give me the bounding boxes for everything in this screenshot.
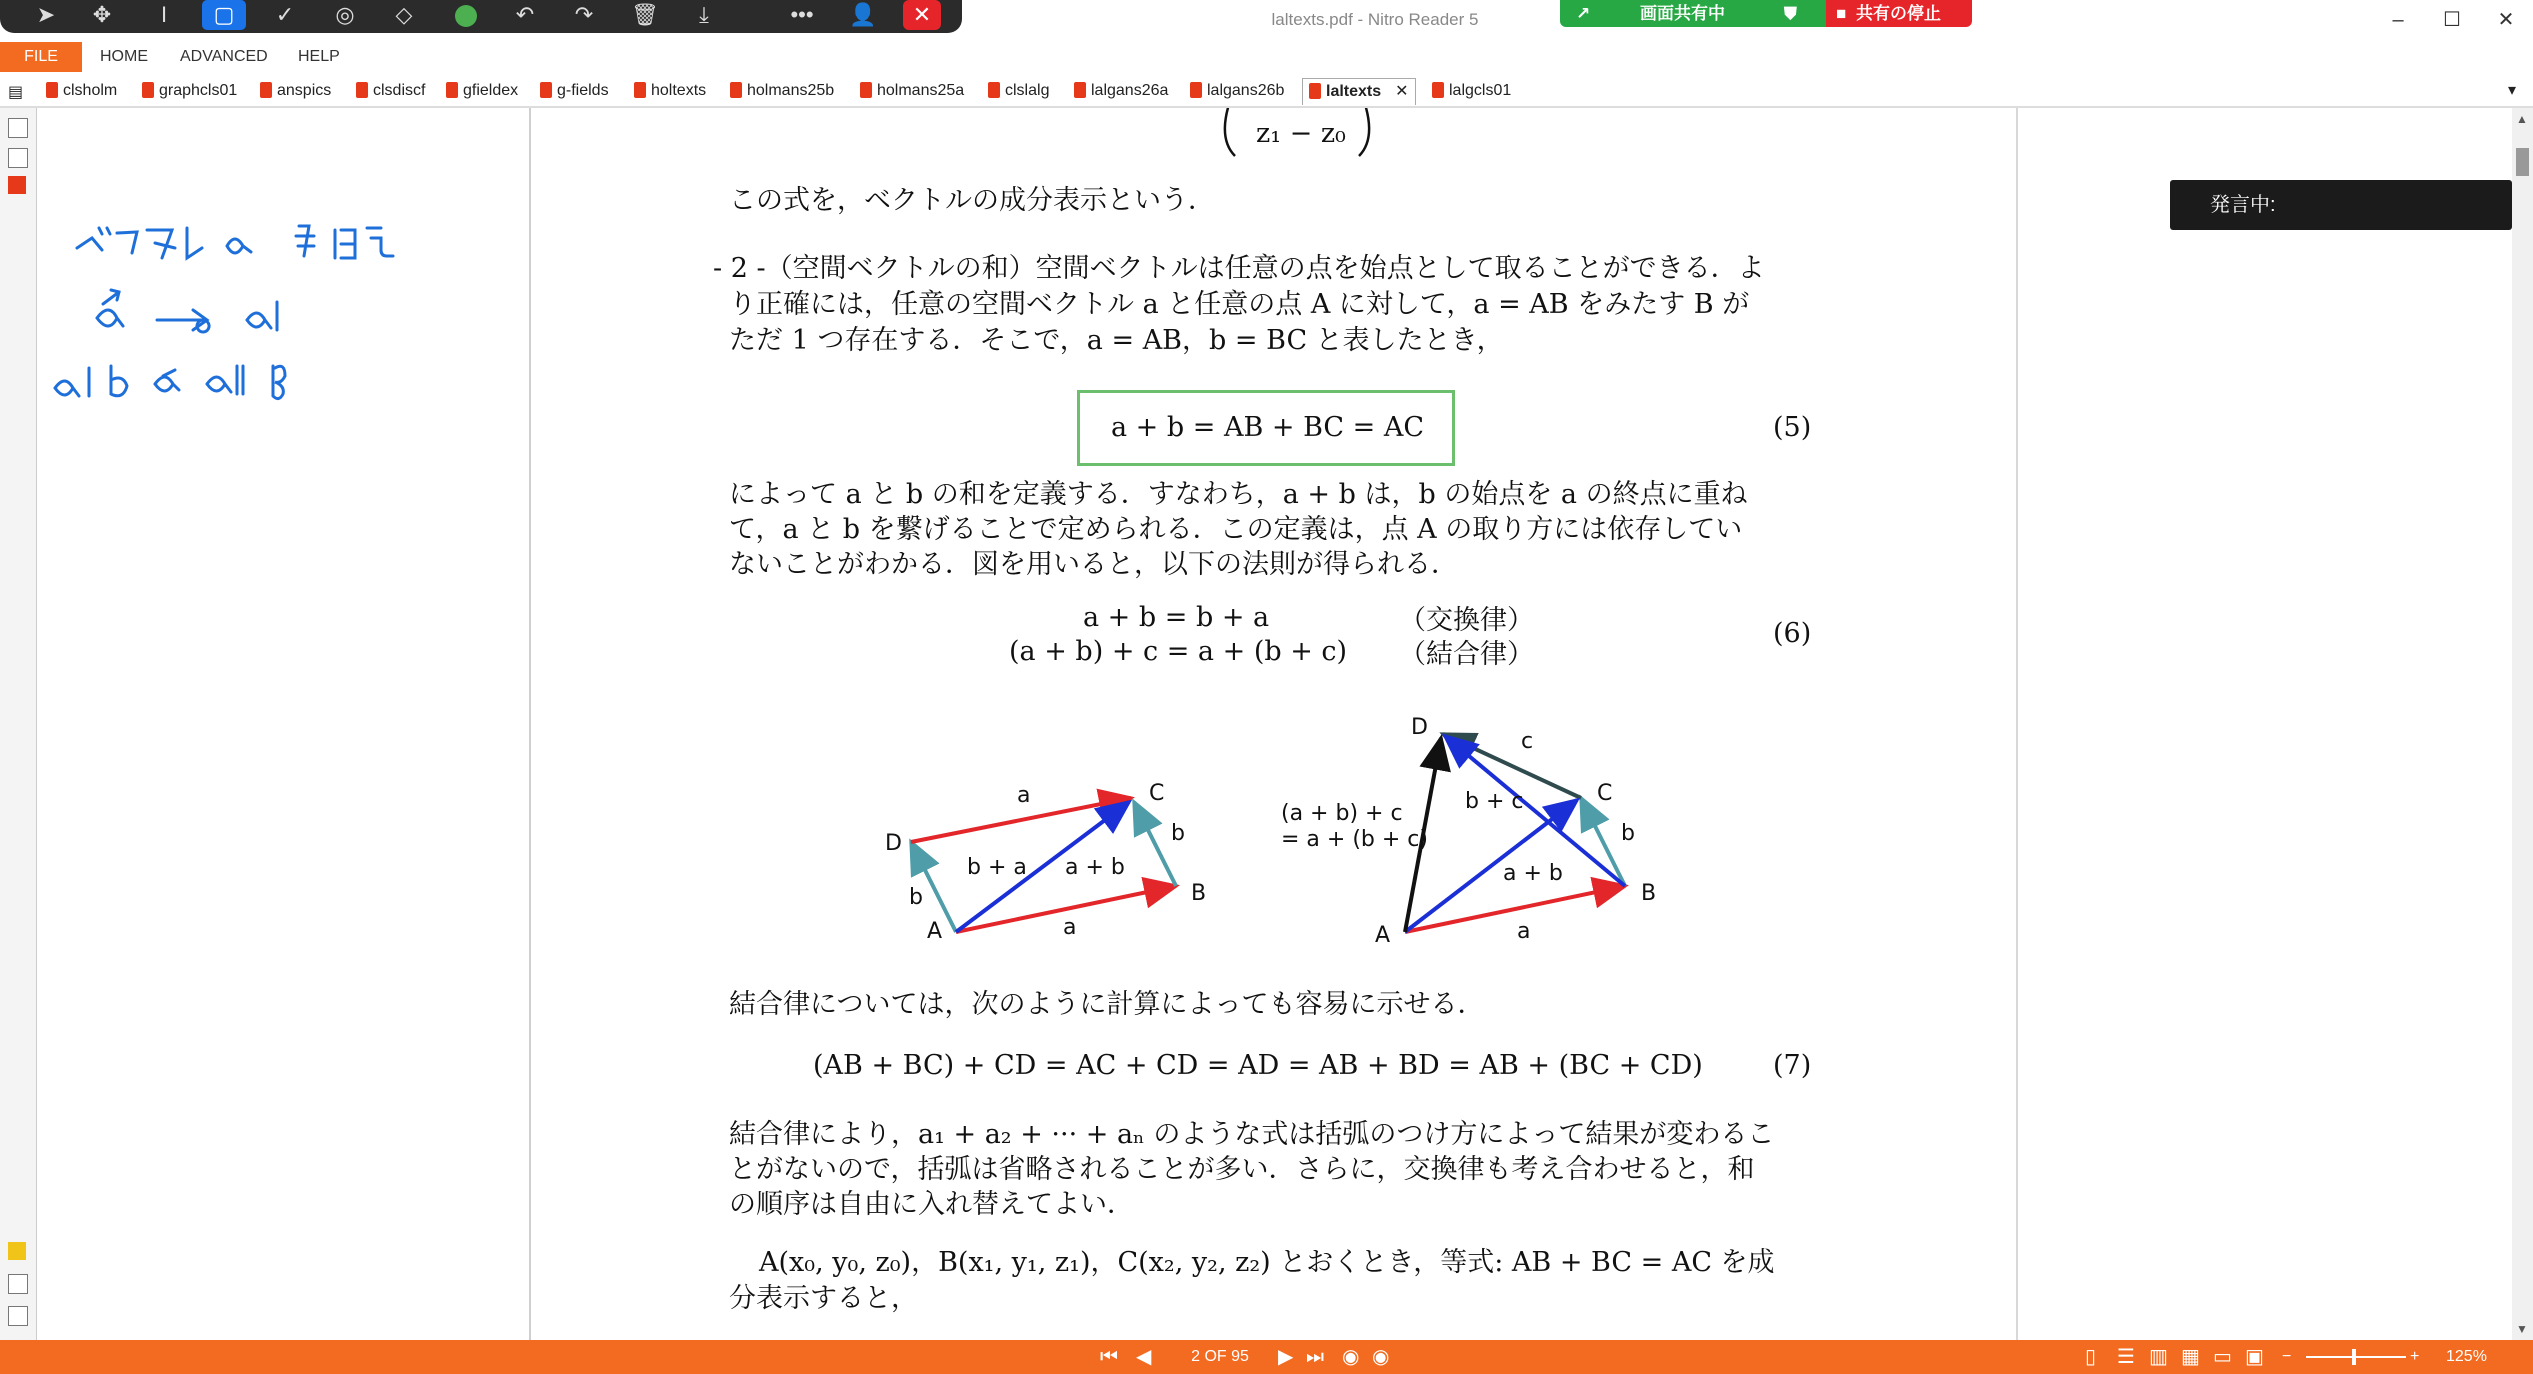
equation-7: (AB + BC) + CD = AC + CD = AD = AB + BD = AB + (BC + CD) — [813, 1050, 1703, 1081]
pages-panel-icon[interactable] — [8, 118, 28, 138]
pdf-file-icon — [730, 82, 742, 98]
tab-clslalg[interactable]: clslalg — [988, 78, 1049, 104]
menu-file[interactable]: FILE — [0, 42, 82, 72]
annotation-toolbar — [0, 0, 962, 33]
tab-holmans25b[interactable]: holmans25b — [730, 78, 834, 104]
document-page — [531, 108, 2016, 1340]
pdf-file-icon — [142, 82, 154, 98]
close-tab-icon[interactable]: ✕ — [1395, 83, 1409, 100]
left-label-a-top: a — [1017, 783, 1031, 808]
doc-p3-line3: ないことがわかる．図を用いると，以下の法則が得られる． — [729, 549, 1458, 580]
menu-advanced[interactable]: ADVANCED — [180, 48, 268, 65]
zoom-in-icon[interactable]: + — [2410, 1348, 2420, 1365]
pdf-file-icon — [1309, 83, 1321, 99]
pdf-file-icon — [1190, 82, 1202, 98]
tab-g-fields[interactable]: g-fields — [540, 78, 609, 104]
pdf-file-icon — [260, 82, 272, 98]
tab-lalgcls01[interactable]: lalgcls01 — [1432, 78, 1511, 104]
right-label-assoc-line1: (a + b) + c — [1281, 801, 1403, 826]
right-label-a-plus-b: a + b — [1503, 861, 1563, 886]
pdf-file-icon — [1074, 82, 1086, 98]
status-bar — [0, 1340, 2533, 1374]
left-label-D: D — [885, 831, 902, 856]
maximize-button[interactable]: ☐ — [2443, 9, 2461, 31]
equation-6-line2-tag: （結合律） — [1399, 639, 1534, 670]
tab-lalgans26b[interactable]: lalgans26b — [1190, 78, 1284, 104]
zoom-level[interactable]: 125% — [2446, 1348, 2487, 1365]
right-label-C: C — [1597, 781, 1613, 806]
equation-6-line2: (a + b) + c = a + (b + c) — [1009, 636, 1348, 667]
stop-icon: ■ — [1836, 4, 1847, 23]
equation-6-line1: a + b = b + a — [1083, 602, 1270, 633]
rectangle-tool-icon[interactable]: ▢ — [202, 0, 246, 30]
continuous-view-icon[interactable]: ☰ — [2117, 1346, 2135, 1368]
previous-view-icon[interactable]: ◉ — [1342, 1346, 1360, 1368]
close-toolbar-icon[interactable]: ✕ — [903, 0, 941, 30]
left-label-B: B — [1191, 881, 1207, 906]
pdf-file-icon — [634, 82, 646, 98]
doc-p2-line3: ただ 1 つ存在する．そこで，a = AB，b = BC と表したとき， — [729, 325, 1504, 356]
tab-anspics[interactable]: anspics — [260, 78, 331, 104]
right-label-b: b — [1621, 821, 1635, 846]
facing-view-icon[interactable]: ▥ — [2149, 1346, 2168, 1368]
single-page-view-icon[interactable]: ▯ — [2085, 1346, 2097, 1368]
check-tool-icon[interactable]: ✓ — [275, 2, 295, 27]
pdf-file-icon — [446, 82, 458, 98]
delete-icon[interactable]: 🗑 — [631, 2, 659, 27]
output-panel-icon[interactable] — [8, 1306, 28, 1326]
scroll-down-icon[interactable]: ▼ — [2516, 1322, 2528, 1336]
equation-5-highlight-box — [1077, 390, 1455, 466]
doc-p4: 結合律については，次のように計算によっても容易に示せる． — [729, 989, 1485, 1020]
left-label-b-plus-a: b + a — [967, 855, 1027, 880]
left-panel-icons — [0, 108, 37, 1340]
side-panel — [37, 108, 531, 1340]
stop-sharing-button[interactable] — [1826, 0, 1972, 27]
pin-icon: ↗ — [1576, 4, 1591, 23]
sharing-label: 画面共有中 — [1640, 4, 1725, 23]
stamp-tool-icon[interactable]: ◎ — [335, 2, 355, 27]
eraser-tool-icon[interactable]: ◇ — [395, 2, 413, 27]
tab-graphcls01[interactable]: graphcls01 — [142, 78, 237, 104]
tab-gfieldex[interactable]: gfieldex — [446, 78, 518, 104]
close-window-button[interactable]: ✕ — [2497, 9, 2515, 31]
next-page-icon[interactable]: ▶ — [1278, 1346, 1294, 1368]
vertical-scrollbar[interactable] — [2512, 108, 2533, 1340]
pointer-tool-icon[interactable]: ➤ — [36, 2, 56, 27]
doc-p5-line1: 結合律により，a₁ + a₂ + ··· + aₙ のような式は括弧のつけ方によって結果が変わるこ — [729, 1119, 1775, 1150]
undo-icon[interactable]: ↶ — [515, 2, 535, 27]
fit-page-icon[interactable]: ▣ — [2245, 1346, 2264, 1368]
previous-page-icon[interactable]: ◀ — [1136, 1346, 1152, 1368]
menu-bar — [0, 42, 2533, 72]
move-tool-icon[interactable]: ✥ — [92, 2, 112, 27]
tab-holmans25a[interactable]: holmans25a — [860, 78, 964, 104]
vector-addition-figure — [531, 108, 2016, 968]
scroll-thumb[interactable] — [2516, 148, 2529, 176]
equation-6-number: (6) — [1773, 618, 1812, 649]
right-label-D: D — [1411, 715, 1428, 740]
equation-5-number: (5) — [1773, 412, 1812, 443]
doc-p2-line2: り正確には，任意の空間ベクトル a と任意の点 A に対して，a = AB をみたす B が — [729, 289, 1750, 320]
left-label-C: C — [1149, 781, 1165, 806]
doc-p5-line2: とがないので，括弧は省略されることが多い．さらに，交換律も考え合わせると，和 — [729, 1154, 1755, 1185]
pdf-file-icon — [988, 82, 1000, 98]
doc-p6-line2: 分表示すると， — [729, 1283, 918, 1314]
comments-panel-icon[interactable] — [8, 1242, 26, 1260]
tab-clsdiscf[interactable]: clsdiscf — [356, 78, 425, 104]
first-page-icon[interactable]: ⏮ — [1100, 1346, 1118, 1368]
bookmarks-panel-icon[interactable] — [8, 148, 28, 168]
tab-clsholm[interactable]: clsholm — [46, 78, 117, 104]
doc-p2-line1: - 2 -（空間ベクトルの和）空間ベクトルは任意の点を始点として取ることができる．よ — [713, 253, 1765, 284]
equation-7-number: (7) — [1773, 1050, 1812, 1081]
save-download-icon[interactable]: ⤓ — [699, 2, 709, 27]
zoom-out-icon[interactable]: − — [2282, 1348, 2292, 1365]
next-view-icon[interactable]: ◉ — [1372, 1346, 1390, 1368]
user-settings-icon[interactable]: 👤 — [849, 2, 877, 27]
matrix-row: z₁ − z₀ — [1256, 118, 1346, 149]
right-label-a: a — [1517, 919, 1531, 944]
tab-holtexts[interactable]: holtexts — [634, 78, 706, 104]
equation-6-line1-tag: （交換律） — [1399, 605, 1534, 636]
right-label-assoc-line2: = a + (b + c) — [1281, 827, 1428, 852]
scroll-up-icon[interactable]: ▲ — [2516, 112, 2528, 126]
right-associative-diagram — [1405, 734, 1625, 932]
tab-laltexts[interactable]: laltexts ✕ — [1302, 78, 1416, 105]
pdf-file-icon — [860, 82, 872, 98]
document-tabs — [0, 74, 2533, 108]
fit-width-icon[interactable]: ▭ — [2213, 1346, 2232, 1368]
tab-overflow-icon[interactable]: ▾ — [2508, 82, 2517, 99]
doc-p6-line1: A(x₀, y₀, z₀)，B(x₁, y₁, z₁)，C(x₂, y₂, z₂) とおくとき，等式: AB + BC = AC を成 — [759, 1247, 1775, 1278]
attachments-panel-icon[interactable] — [8, 176, 26, 194]
screen-sharing-indicator[interactable] — [1560, 0, 1826, 27]
left-label-a-bottom: a — [1063, 915, 1077, 940]
right-label-A: A — [1375, 923, 1391, 948]
layers-panel-icon[interactable] — [8, 1274, 28, 1294]
doc-p3-line1: によって a と b の和を定義する．すなわち，a + b は，b の始点を a の終点に重ね — [729, 479, 1748, 510]
doc-p3-line2: て，a と b を繋げることで定められる．この定義は，点 A の取り方には依存してい — [729, 514, 1743, 545]
text-tool-icon[interactable]: I — [160, 2, 168, 27]
color-picker-icon[interactable] — [446, 0, 486, 30]
left-parallelogram — [911, 798, 1176, 932]
viewer-background — [2016, 108, 2514, 1340]
right-label-c: c — [1521, 729, 1534, 754]
minimize-button[interactable]: – — [2392, 9, 2404, 31]
window-title: laltexts.pdf - Nitro Reader 5 — [1271, 10, 1479, 29]
pdf-file-icon — [356, 82, 368, 98]
left-label-b-left: b — [909, 885, 923, 910]
menu-help[interactable]: HELP — [298, 48, 340, 65]
redo-icon[interactable]: ↷ — [574, 2, 594, 27]
pdf-file-icon — [1432, 82, 1444, 98]
tab-list-icon[interactable]: ▤ — [8, 84, 24, 101]
right-label-B: B — [1641, 881, 1657, 906]
more-options-icon[interactable]: ••• — [790, 2, 814, 27]
last-page-icon[interactable]: ⏭ — [1306, 1346, 1324, 1368]
zoom-slider[interactable] — [2306, 1356, 2406, 1358]
left-label-A: A — [927, 919, 943, 944]
speaking-indicator: 発言中: — [2170, 180, 2512, 230]
right-label-b-plus-c: b + c — [1465, 789, 1524, 814]
zoom-slider-handle[interactable] — [2352, 1349, 2356, 1365]
left-label-a-plus-b: a + b — [1065, 855, 1125, 880]
tab-lalgans26a[interactable]: lalgans26a — [1074, 78, 1168, 104]
equation-5: a + b = AB + BC = AC — [1111, 412, 1425, 443]
doc-p5-line3: の順序は自由に入れ替えてよい． — [729, 1189, 1134, 1220]
pdf-file-icon — [540, 82, 552, 98]
continuous-facing-view-icon[interactable]: ▦ — [2181, 1346, 2200, 1368]
handwriting-annotations — [37, 108, 529, 508]
shield-icon: ⛊ — [1784, 4, 1797, 23]
page-indicator[interactable]: 2 OF 95 — [1191, 1348, 1249, 1365]
stop-sharing-label: 共有の停止 — [1856, 4, 1941, 23]
pdf-file-icon — [46, 82, 58, 98]
doc-line-1: この式を，ベクトルの成分表示という． — [729, 185, 1215, 216]
menu-home[interactable]: HOME — [100, 48, 148, 65]
left-label-b-right: b — [1171, 821, 1185, 846]
